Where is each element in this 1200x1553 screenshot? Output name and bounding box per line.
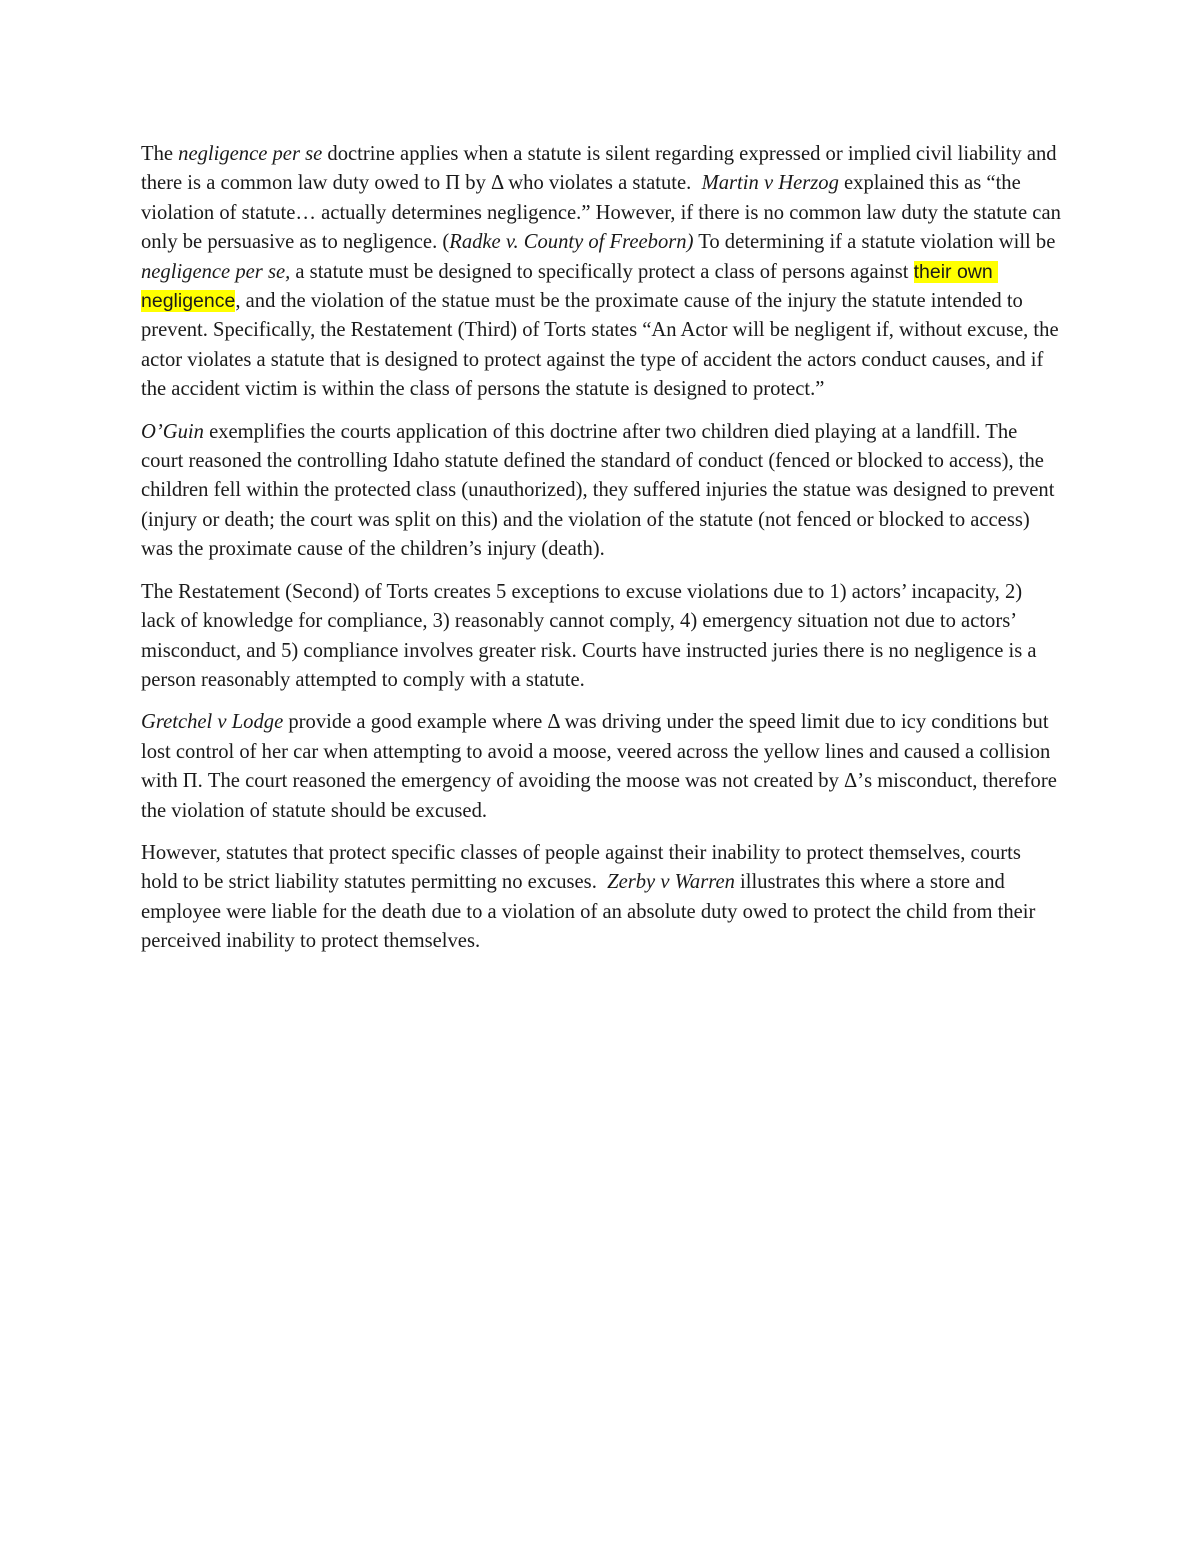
- paragraph-5: [141, 839, 1061, 957]
- case-citation: negligence per se: [178, 143, 323, 165]
- text-run: , and the violation of the statue must be the proximate cause of the injury the statute intended to prevent. Specifically, the Restatement (Third) of Torts states “An Actor will be negligent if, without excuse, the actor violates a statute that is designed to protect against the type of accident the actors conduct causes, and if the accident victim is within the class of persons the statute is designed to protect.”: [141, 290, 1064, 401]
- text-run: doctrine applies when a statute is silent regarding expressed or implied civil liability and there is a common law duty owed to Π by Δ who violates a statute.: [141, 143, 1062, 195]
- text-run: illustrates this where a store and employee were liable for the death due to a violation of an absolute duty owed to protect the child from their perceived inability to protect themselves.: [141, 871, 1041, 953]
- paragraph-2: [141, 418, 1061, 565]
- paragraph-3: [141, 578, 1061, 696]
- text-run: explained this as “the violation of statute… actually determines negligence.” However, if there is no common law duty the statute can only be persuasive as to negligence. (: [141, 172, 1067, 254]
- text-run: To determining if a statute violation will be: [693, 231, 1061, 254]
- case-citation: Martin v Herzog: [701, 172, 839, 195]
- text-run: a statute must be designed to specifically protect a class of persons against: [290, 260, 914, 283]
- paragraph-4: [141, 708, 1061, 826]
- text-run: The Restatement (Second) of Torts creates 5 exceptions to excuse violations due to 1) actors’ incapacity, 2) lack of knowledge for compliance, 3) reasonably cannot comply, 4) emergency situation not due to actors’ misconduct, and 5) compliance involves greater risk. Courts have instructed juries there is no negligence is a person reasonably attempted to comply with a statute.: [141, 580, 1042, 691]
- document-body: [141, 140, 1067, 970]
- text-run: exemplifies the courts application of this doctrine after two children died playing at a landfill. The court reasoned the controlling Idaho statute defined the standard of conduct (fenced or blocked to access), the children fell within the protected class (unauthorized), they suffered injuries the statue was designed to prevent (injury or death; the court was split on this) and the violation of the statute (not fenced or blocked to access) was the proximate cause of the children’s injury (death).: [141, 420, 1060, 561]
- case-citation: O’Guin: [141, 420, 204, 443]
- text-run: provide a good example where Δ was driving under the speed limit due to icy conditions but lost control of her car when attempting to avoid a moose, veered across the yellow lines and caused a collision with Π. The court reasoned the emergency of avoiding the moose was not created by Δ’s misconduct, therefore the violation of statute should be excused.: [141, 711, 1062, 822]
- case-citation: Radke v. County of Freeborn): [449, 231, 694, 254]
- case-citation: Zerby v Warren: [607, 871, 735, 894]
- case-citation: negligence per se,: [141, 260, 291, 283]
- text-run: The: [141, 143, 179, 165]
- case-citation: Gretchel v Lodge: [141, 711, 284, 734]
- highlighted-text: their own negligence: [141, 260, 999, 313]
- paragraph-1: [141, 140, 1067, 405]
- text-run: However, statutes that protect specific classes of people against their inability to protect themselves, courts hold to be strict liability statutes permitting no excuses.: [141, 841, 1027, 894]
